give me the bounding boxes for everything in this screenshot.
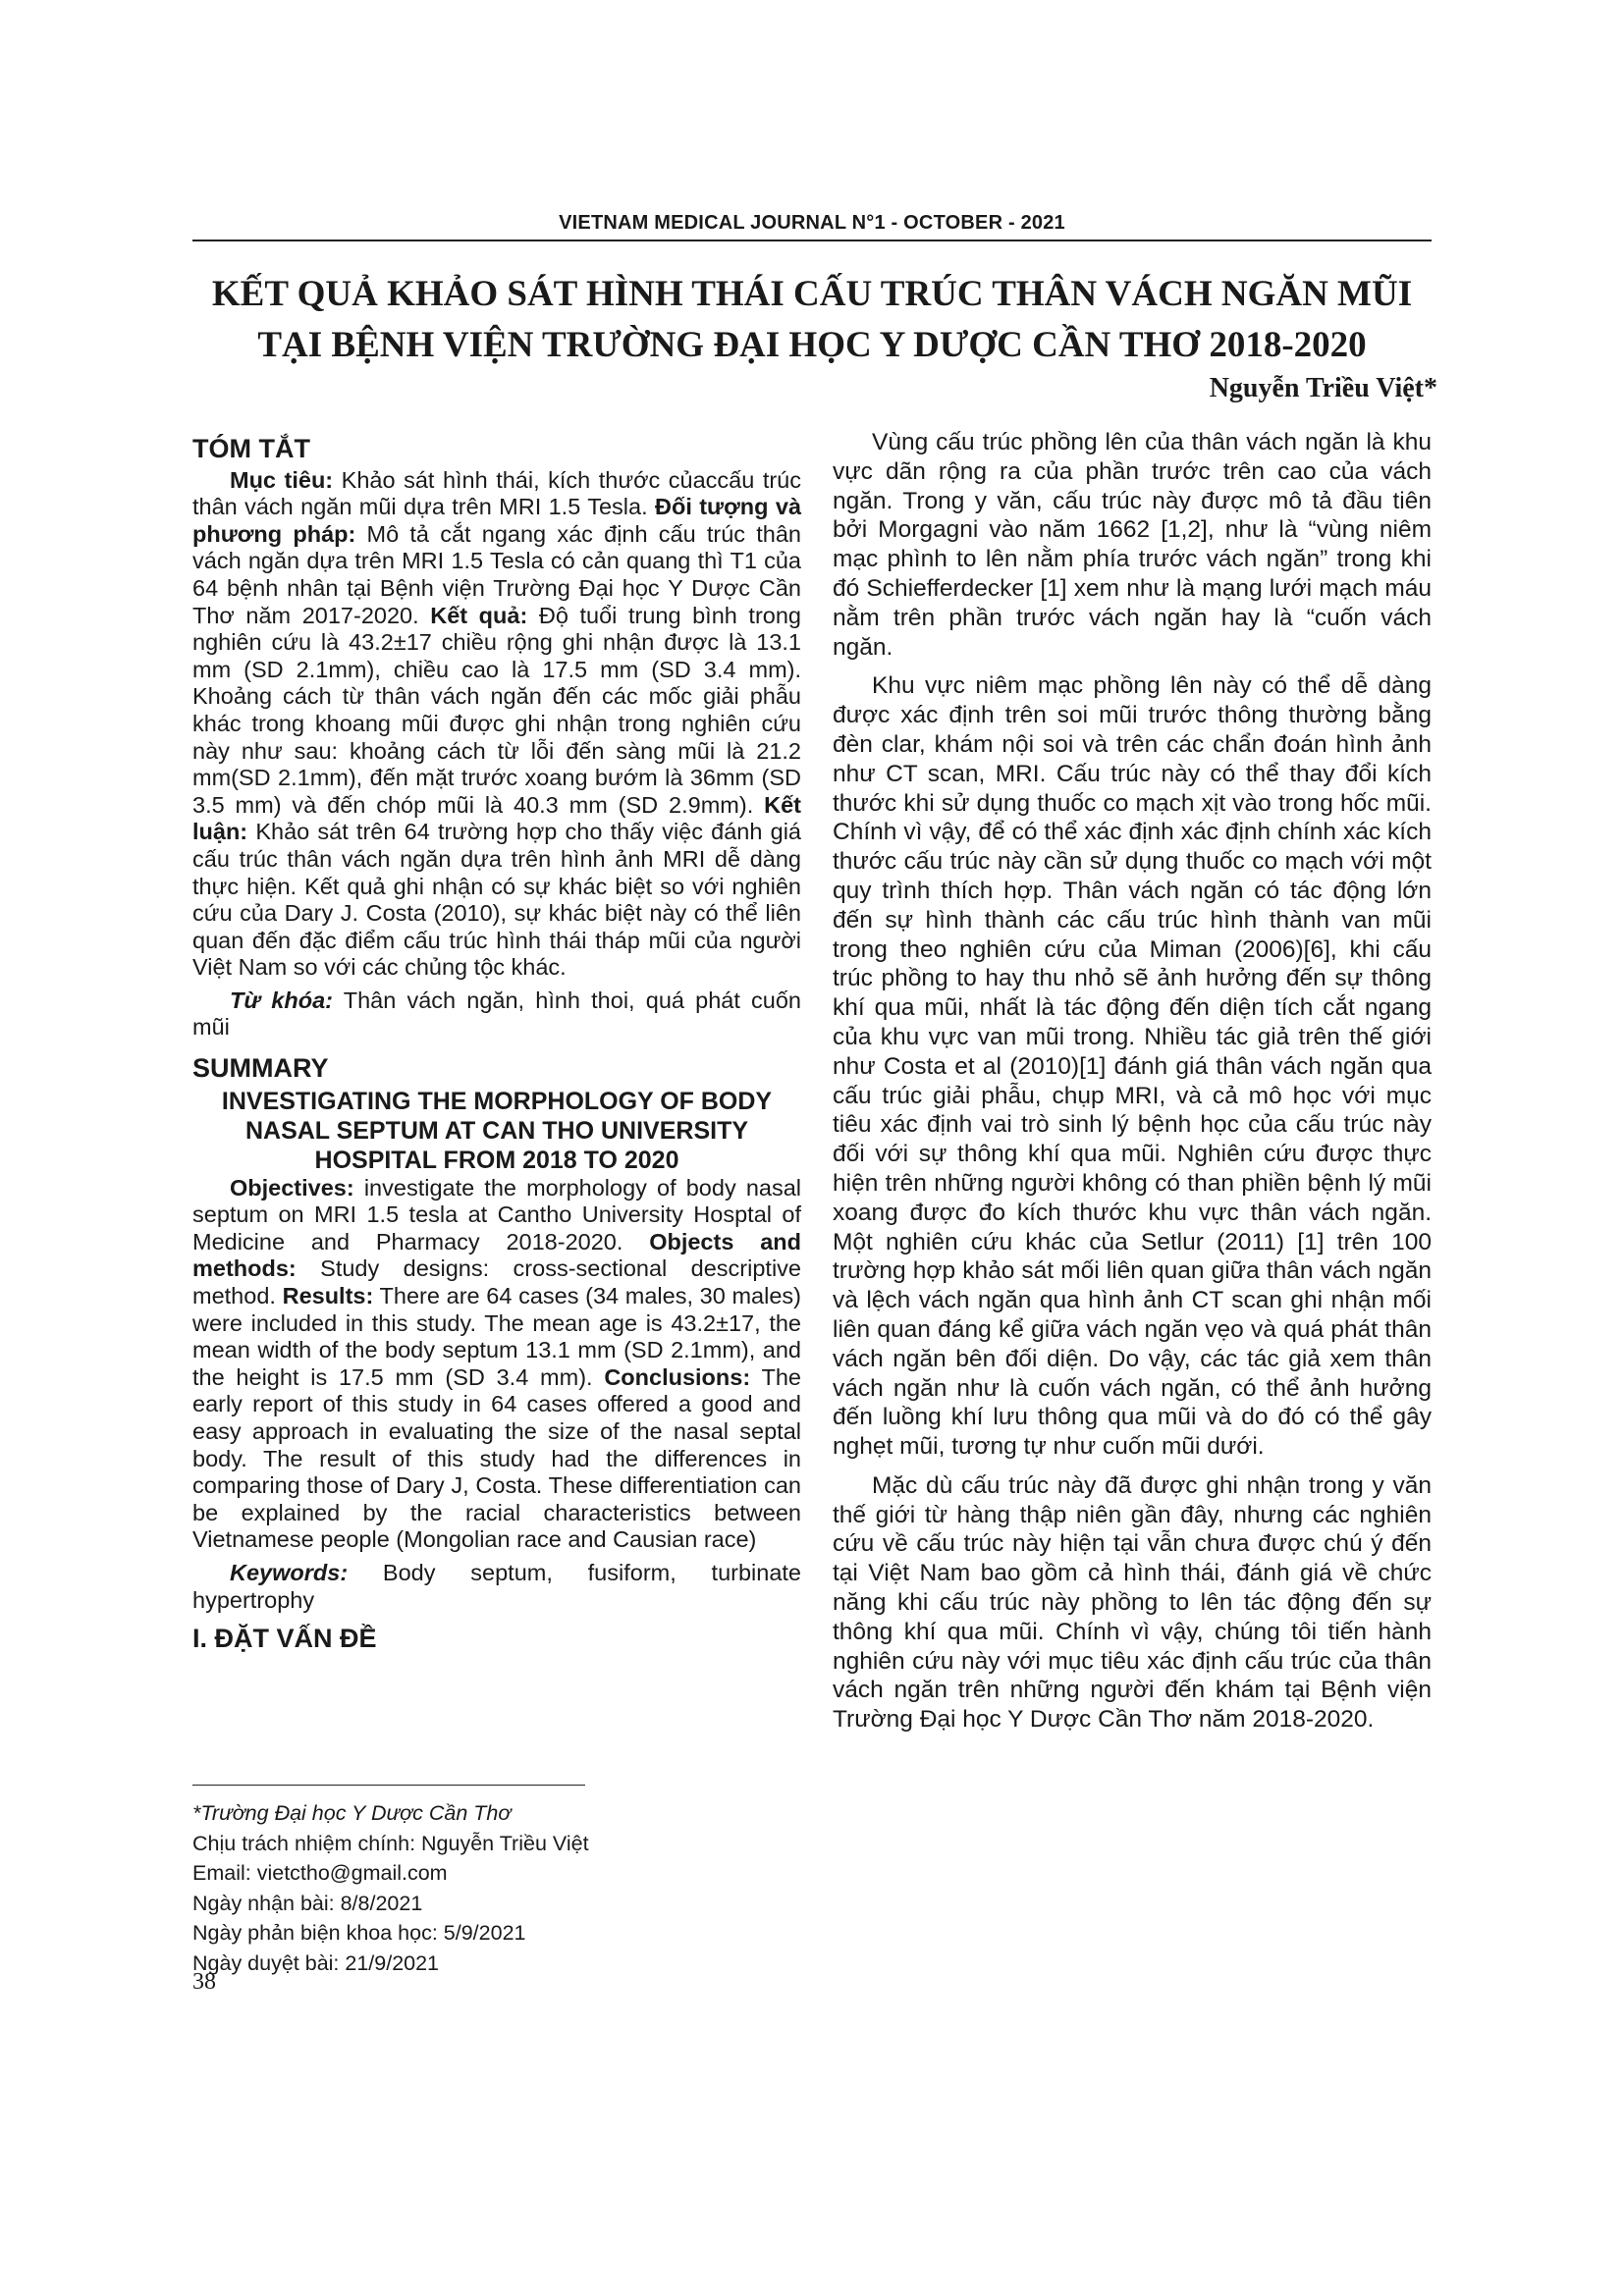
results-label: Kết quả: [430, 602, 528, 628]
footnotes [192, 1798, 801, 1978]
left-column [192, 428, 801, 1657]
en-results-label: Results: [282, 1283, 374, 1309]
footnote-received: Ngày nhận bài: 8/8/2021 [192, 1891, 423, 1915]
abstract-en-body [192, 1175, 801, 1554]
conclusion-label: Kết luận: [192, 791, 801, 845]
keywords-vi [192, 988, 801, 1041]
keywords-en [192, 1560, 801, 1614]
page-number: 38 [192, 1969, 216, 1995]
journal-header: VIETNAM MEDICAL JOURNAL N°1 - OCTOBER - 2021 [559, 212, 1065, 234]
en-conclusions-text: The early report of this study in 64 cases offered a good and easy approach in evaluating the size of the nasal septal body. The result of this study had the differences in comparing those of Dary J, Costa. These differentiation can be explained by the racial characteristics between Vietnamese people (Mongolian race and Causian race) [192, 1363, 801, 1553]
summary-heading: SUMMARY [192, 1053, 329, 1084]
body-paragraph-3: Mặc dù cấu trúc này đã được ghi nhận trong y văn thế giới từ hàng thập niên gần đây, nhưng các nghiên cứu về cấu trúc này hiện tại vẫn chưa được chú ý đến tại Việt Nam bao gồm cả hình thái, đánh giá về chức năng khi cấu trúc này phồng to lên tác động đến sự thông khí qua mũi. Chính vì vậy, chúng tôi tiến hành nghiên cứu này với mục tiêu xác định cấu trúc của thân vách ngăn trên những người đến khám tại Bệnh viện Trường Đại học Y Dược Cần Thơ năm 2018-2020. [833, 1471, 1432, 1734]
keywords-en-text: Body septum, fusiform, turbinate hypertrophy [192, 1559, 801, 1613]
keywords-vi-text: Thân vách ngăn, hình thoi, quá phát cuốn mũi [192, 987, 801, 1041]
en-conclusions-label: Conclusions: [604, 1363, 751, 1390]
right-column [833, 428, 1432, 1744]
author: Nguyễn Triều Việt* [1209, 373, 1437, 403]
en-methods-label: Objects and methods: [192, 1228, 801, 1282]
objective-label: Mục tiêu: [230, 466, 334, 493]
footnote-affiliation: *Trường Đại học Y Dược Cần Thơ [192, 1801, 512, 1825]
en-results-text: There are 64 cases (34 males, 30 males) were included in this study. The mean age is 43.2±17, the mean width of the body septum 13.1 mm (SD 2.1mm), and the height is 17.5 mm (SD 3.4 mm). [192, 1283, 801, 1390]
summary-title: INVESTIGATING THE MORPHOLOGY OF BODY NASAL SEPTUM AT CAN THO UNIVERSITY HOSPITAL FROM 2018 TO 2020 [221, 1087, 773, 1174]
keywords-en-label: Keywords: [230, 1559, 349, 1585]
footnote-email: Email: vietctho@gmail.com [192, 1861, 448, 1885]
objectives-label: Objectives: [230, 1174, 354, 1201]
body-paragraph-1: Vùng cấu trúc phồng lên của thân vách ngăn là khu vực dãn rộng ra của phần trước trên cao của vách ngăn. Trong y văn, cấu trúc này được mô tả đầu tiên bởi Morgagni vào năm 1662 [1,2], như là “vùng niêm mạc phình to lên nằm phía trước vách ngăn” trong khi đó Schiefferdecker [1] xem như là mạng lưới mạch máu nằm trên phần trước vách ngăn hay là “cuốn vách ngăn. [833, 429, 1432, 661]
abstract-vi-body [192, 467, 801, 982]
footnote-reviewed: Ngày phản biện khoa học: 5/9/2021 [192, 1921, 526, 1945]
article-title [192, 269, 1432, 371]
header-rule [192, 240, 1432, 241]
en-methods-text: Study designs: cross-sectional descriptive method. [192, 1255, 801, 1309]
title-line-1: KẾT QUẢ KHẢO SÁT HÌNH THÁI CẤU TRÚC THÂN VÁCH NGĂN MŨI [211, 274, 1413, 314]
footnote-responsible: Chịu trách nhiệm chính: Nguyễn Triều Việt [192, 1831, 589, 1855]
methods-text: Mô tả cắt ngang xác định cấu trúc thân vách ngăn dựa trên MRI 1.5 Tesla có cản quang thì T1 của 64 bệnh nhân tại Bệnh viện Trường Đại học Y Dược Cần Thơ năm 2017-2020. [192, 520, 801, 628]
body-paragraph-2: Khu vực niêm mạc phồng lên này có thể dễ dàng được xác định trên soi mũi trước thông thường bằng đèn clar, khám nội soi và trên các chẩn đoán hình ảnh như CT scan, MRI. Cấu trúc này có thể thay đổi kích thước khi sử dụng thuốc co mạch xịt vào trong hốc mũi. Chính vì vậy, để có thể xác định xác định chính xác kích thước cấu trúc này cần sử dụng thuốc co mạch với một quy trình thích hợp. Thân vách ngăn có tác động lớn đến sự hình thành các cấu trúc hình thành van mũi trong theo nghiên cứu của Miman (2006)[6], khi cấu trúc phồng to hay thu nhỏ sẽ ảnh hưởng đến sự thông khí qua mũi, nhất là tác động đến diện tích cắt ngang của khu vực van mũi trong. Nhiều tác giả trên thế giới như Costa et al (2010)[1] đánh giá thân vách ngăn qua cấu trúc giải phẫu, chụp MRI, và cả mô học với mục tiêu xác định vai trò sinh lý bệnh học của cấu trúc này đối với sự thông khí qua mũi. Nghiên cứu được thực hiện trên những người không có than phiền bệnh lý mũi xoang được đo kích thước khu vực thân vách ngăn. Một nghiên cứu khác của Setlur (2011) [1] trên 100 trường hợp khảo sát mối liên quan giữa thân vách ngăn và lệch vách ngăn qua hình ảnh CT scan ghi nhận mối liên quan đáng kể giữa vách ngăn vẹo và quá phát thân vách ngăn bên đối diện. Do vậy, các tác giả xem thân vách ngăn như là cuốn vách ngăn, có thể ảnh hưởng đến luồng khí lưu thông qua mũi và do đó có thể gây nghẹt mũi, tương tự như cuốn mũi dưới. [833, 672, 1432, 1461]
section-1-heading: I. ĐẶT VẤN ĐỀ [192, 1624, 377, 1654]
conclusion-text: Khảo sát trên 64 trường hợp cho thấy việc đánh giá cấu trúc thân vách ngăn dựa trên hình ảnh MRI dễ dàng thực hiện. Kết quả ghi nhận có sự khác biệt so với nghiên cứu của Dary J. Costa (2010), sự khác biệt này có thể liên quan đến đặc điểm cấu trúc hình thái tháp mũi của người Việt Nam so với các chủng tộc khác. [192, 819, 801, 981]
footnote-rule [192, 1785, 585, 1786]
keywords-vi-label: Từ khóa: [230, 987, 333, 1013]
objectives-text: investigate the morphology of body nasal septum on MRI 1.5 tesla at Cantho University Hosptal of Medicine and Pharmacy 2018-2020. [192, 1174, 801, 1255]
methods-label: Đối tượng và phương pháp: [192, 494, 802, 547]
abstract-vi-heading: TÓM TẮT [192, 434, 310, 463]
title-line-2: TẠI BỆNH VIỆN TRƯỜNG ĐẠI HỌC Y DƯỢC CẦN THƠ 2018-2020 [257, 325, 1367, 365]
footnote-accepted: Ngày duyệt bài: 21/9/2021 [192, 1950, 440, 1975]
objective-text: Khảo sát hình thái, kích thước củaccấu trúc thân vách ngăn mũi dựa trên MRI 1.5 Tesla. [192, 466, 801, 520]
results-text: Độ tuổi trung bình trong nghiên cứu là 43.2±17 chiều rộng ghi nhận được là 13.1 mm (SD 2.1mm), chiều cao là 17.5 mm (SD 3.4 mm). Khoảng cách từ thân vách ngăn đến các mốc giải phẫu khác trong khoang mũi được ghi nhận trong nghiên cứu này như sau: khoảng cách từ lỗi đến sàng mũi là 21.2 mm(SD 2.1mm), đến mặt trước xoang bướm là 36mm (SD 3.5 mm) và đến chóp mũi là 40.3 mm (SD 2.9mm). [192, 602, 801, 818]
